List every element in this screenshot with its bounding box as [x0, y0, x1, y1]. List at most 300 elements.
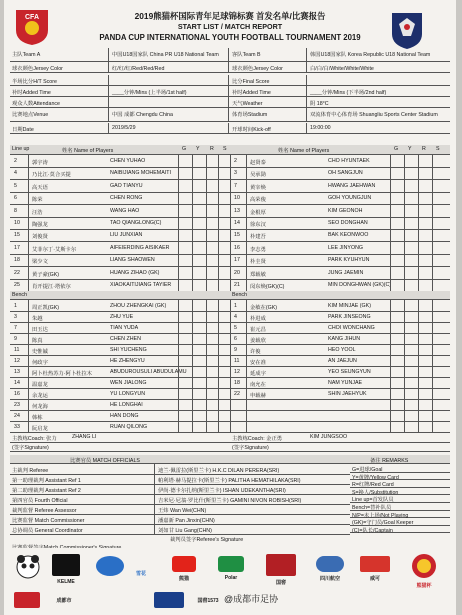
column-divider	[206, 377, 207, 388]
info-value-b: ____分钟/Mins (下半场/2nd half)	[310, 90, 387, 96]
official-role: 总协调员 General Coordinator	[12, 528, 83, 534]
lineup-name-col-a: 姓名 Name of Players	[62, 148, 114, 154]
official-name: 潘嘉新 Pan Jinxin(CHN)	[158, 518, 215, 524]
column-divider	[390, 333, 391, 344]
column-divider	[230, 410, 231, 421]
info-label-b: 球衣颜色Jersey Color	[232, 66, 283, 72]
column-divider	[306, 62, 307, 72]
title-cn: 2019熊猫杯国际青年足球锦标赛 首发名单/比赛报告	[134, 11, 326, 21]
column-divider	[390, 192, 391, 204]
remark-item: R=红牌/Red Card	[352, 482, 394, 489]
sponsor-2: 雪花	[135, 571, 146, 577]
column-divider	[230, 180, 231, 192]
coach-b-name: KIM JUNGSOO	[310, 434, 348, 440]
info-label-b: 天气Weather	[232, 101, 263, 107]
column-divider	[390, 311, 391, 322]
column-divider	[192, 322, 193, 333]
column-divider	[154, 514, 155, 524]
column-divider	[218, 242, 219, 254]
column-divider	[178, 355, 179, 366]
column-divider	[206, 155, 207, 167]
column-divider	[230, 300, 231, 311]
column-divider	[432, 333, 433, 344]
sponsor-3: 熊猫	[178, 576, 189, 582]
column-divider	[192, 192, 193, 204]
column-divider	[246, 192, 247, 204]
kelme-logo-icon	[52, 554, 80, 576]
bench-name-cn-b: 申载赫	[250, 393, 266, 399]
bench-number-b: 18	[234, 380, 240, 386]
column-divider	[206, 366, 207, 377]
bench-label-b: Bench	[232, 292, 248, 298]
column-divider	[418, 167, 419, 179]
bench-row	[10, 421, 450, 433]
player-name-en-a: CHEN RONG	[110, 195, 143, 202]
column-divider	[404, 267, 405, 279]
col-g-a: G	[182, 146, 187, 152]
player-name-cn-a: 刘俊贤	[32, 234, 48, 241]
column-divider	[218, 355, 219, 366]
column-divider	[418, 355, 419, 366]
bench-number-b: 1	[234, 303, 237, 309]
player-number-b: 15	[234, 232, 240, 239]
column-divider	[246, 311, 247, 322]
column-divider	[432, 254, 433, 266]
sponsor-7: 威可	[369, 576, 380, 582]
player-number-a: 6	[14, 195, 17, 202]
player-name-cn-a: 梁少文	[32, 259, 48, 266]
column-divider	[178, 388, 179, 399]
sponsor-8: 熊猫杯	[416, 583, 432, 589]
bench-name-en-b: PARK JINSEONG	[328, 314, 371, 320]
player-name-en-b: MIN DONGHWAN (GK)(C)	[328, 282, 392, 288]
column-divider	[154, 494, 155, 504]
player-name-en-a: NAIBIJIANG MOHEMAITI	[110, 170, 171, 177]
info-label-b: 补时Added Time	[232, 90, 271, 96]
column-divider	[404, 344, 405, 355]
column-divider	[418, 267, 419, 279]
remark-item: Bench=替补队员	[352, 505, 392, 511]
column-divider	[28, 205, 29, 217]
column-divider	[218, 311, 219, 322]
player-name-cn-b: 吴承勋	[250, 172, 266, 179]
column-divider	[192, 421, 193, 432]
column-divider	[206, 229, 207, 241]
column-divider	[404, 366, 405, 377]
official-name: 帕利塔·赫马提拉卡(斯里兰卡) PALITHA HEMATHILAKA(SRI)	[158, 478, 301, 484]
column-divider	[418, 377, 419, 388]
column-divider	[178, 300, 179, 311]
coach-a-signature: (签字Signature)	[12, 445, 49, 451]
player-number-b: 3	[234, 170, 237, 177]
column-divider	[418, 311, 419, 322]
column-divider	[108, 123, 109, 133]
officials-title: 比赛官员 MATCH OFFICIALS	[70, 458, 140, 464]
column-divider	[432, 155, 433, 167]
column-divider	[218, 322, 219, 333]
bench-name-en-b: HEO YOOL	[328, 347, 356, 353]
column-divider	[206, 205, 207, 217]
column-divider	[218, 229, 219, 241]
info-label-b: 开球时间Kick-off	[232, 127, 271, 133]
column-divider	[418, 242, 419, 254]
column-divider	[108, 75, 109, 85]
player-number-a: 17	[14, 244, 20, 251]
player-name-cn-b: 徐东汉	[250, 222, 266, 228]
remark-item: Y=黄牌/Yellow Card	[352, 474, 399, 481]
column-divider	[206, 192, 207, 204]
info-label-a: 观众人数Attendance	[12, 101, 60, 107]
player-name-en-a: XIAOKAITIJIANG TAYIER	[110, 282, 172, 288]
column-divider	[390, 267, 391, 279]
player-number-b: 20	[234, 269, 240, 276]
lineup-header	[10, 145, 450, 155]
column-divider	[404, 355, 405, 366]
bench-name-cn-b: 延成宇	[250, 371, 266, 377]
column-divider	[28, 311, 29, 322]
column-divider	[432, 167, 433, 179]
column-divider	[218, 155, 219, 167]
column-divider	[390, 366, 391, 377]
remark-item: (C)=队长/Captain	[352, 527, 393, 534]
column-divider	[218, 254, 219, 266]
column-divider	[432, 388, 433, 399]
column-divider	[306, 75, 307, 85]
column-divider	[28, 180, 29, 192]
guojiao-1573-logo-icon	[154, 592, 184, 608]
bench-label-a: Bench	[12, 292, 28, 298]
column-divider	[404, 155, 405, 167]
remark-item: G=进球/Goal	[352, 467, 383, 473]
column-divider	[246, 254, 247, 266]
column-divider	[246, 333, 247, 344]
player-name-en-a: LIU JUNXIAN	[110, 232, 143, 239]
column-divider	[246, 388, 247, 399]
player-name-cn-a: 高天语	[32, 184, 48, 191]
column-divider	[246, 279, 247, 291]
player-name-cn-a: 汪浩	[32, 209, 43, 216]
column-divider	[246, 421, 247, 432]
column-divider	[404, 242, 405, 254]
player-name-cn-b: 金根厚	[250, 209, 266, 216]
bench-number-a: 16	[14, 391, 20, 397]
column-divider	[418, 229, 419, 241]
bench-name-en-b: CHOI WONCHANG	[328, 325, 375, 331]
bench-name-en-b: KIM MINJAE (GK)	[328, 303, 371, 309]
column-divider	[154, 464, 155, 474]
player-number-a: 22	[14, 269, 20, 276]
column-divider	[418, 279, 419, 291]
column-divider	[206, 242, 207, 254]
column-divider	[432, 300, 433, 311]
column-divider	[206, 267, 207, 279]
column-divider	[192, 377, 193, 388]
bench-name-cn-b: 姜载欣	[250, 338, 266, 344]
lineup-row	[10, 192, 450, 205]
col-s-b: S	[436, 146, 440, 152]
player-number-b: 14	[234, 220, 240, 226]
column-divider	[178, 399, 179, 410]
column-divider	[432, 180, 433, 192]
column-divider	[390, 217, 391, 229]
column-divider	[192, 333, 193, 344]
bench-number-a: 11	[14, 347, 20, 353]
bench-name-en-a: CHEN ZHEN	[110, 336, 141, 342]
column-divider	[246, 242, 247, 254]
col-y-b: Y	[408, 146, 412, 152]
official-name: 吉米尼·尼翁·罗比什(斯里兰卡) GAMINI NIVON ROBISH(SRI)	[158, 498, 302, 504]
column-divider	[154, 504, 155, 514]
column-divider	[418, 322, 419, 333]
player-name-cn-b: 朴圭贤	[250, 259, 266, 266]
player-name-en-a: WANG HAO	[110, 207, 140, 214]
bench-number-a: 7	[14, 325, 17, 331]
column-divider	[28, 355, 29, 366]
official-role: 比赛监督 Match Commissioner	[12, 518, 85, 524]
column-divider	[404, 300, 405, 311]
column-divider	[404, 311, 405, 322]
player-name-cn-a: 陶强龙	[32, 222, 48, 228]
info-label-a: 主队Team A	[12, 52, 41, 58]
player-name-cn-b: 高荣俊	[250, 197, 266, 204]
info-value-a: 中国 成都 Chengdu China	[112, 112, 173, 118]
column-divider	[108, 86, 109, 96]
info-label-a: 半场比分H/T Score	[12, 79, 57, 85]
column-divider	[178, 322, 179, 333]
column-divider	[206, 279, 207, 291]
column-divider	[192, 217, 193, 229]
coach-b-signature: (签字Signature)	[232, 445, 269, 451]
column-divider	[218, 344, 219, 355]
column-divider	[306, 86, 307, 96]
column-divider	[192, 344, 193, 355]
column-divider	[418, 421, 419, 432]
column-divider	[108, 108, 109, 121]
column-divider	[228, 75, 229, 85]
bench-number-a: 33	[14, 424, 20, 430]
player-name-en-b: LEE JINYONG	[328, 244, 364, 251]
column-divider	[28, 229, 29, 241]
column-divider	[432, 410, 433, 421]
column-divider	[404, 333, 405, 344]
column-divider	[390, 344, 391, 355]
player-name-en-b: BAK KEONWOO	[328, 232, 369, 239]
info-row	[10, 62, 450, 73]
column-divider	[246, 180, 247, 192]
column-divider	[432, 399, 433, 410]
column-divider	[178, 421, 179, 432]
bench-number-b: 12	[234, 369, 240, 375]
official-name: 王炜 Wan Wei(CHN)	[158, 508, 207, 514]
bench-name-cn-a: 阿卜杜热苏力·阿卜杜拉木	[32, 371, 93, 377]
column-divider	[28, 344, 29, 355]
bench-name-cn-a: 温嘉龙	[32, 382, 48, 388]
col-r-b: R	[422, 146, 426, 152]
lineup-row	[10, 217, 450, 230]
column-divider	[418, 205, 419, 217]
column-divider	[418, 410, 419, 421]
column-divider	[192, 267, 193, 279]
column-divider	[178, 167, 179, 179]
column-divider	[432, 242, 433, 254]
column-divider	[206, 180, 207, 192]
column-divider	[390, 229, 391, 241]
info-label-b: 比分Final Score	[232, 79, 270, 85]
bench-number-b: 5	[234, 325, 237, 331]
column-divider	[218, 217, 219, 229]
column-divider	[432, 421, 433, 432]
column-divider	[178, 205, 179, 217]
column-divider	[390, 155, 391, 167]
info-value-b: 19:00:00	[310, 125, 331, 131]
column-divider	[432, 192, 433, 204]
officials-header	[10, 455, 450, 464]
info-value-b: 韩国U18国家队 Korea Republic U18 National Team	[310, 52, 431, 58]
bench-name-cn-a: 余龙运	[32, 393, 48, 399]
column-divider	[178, 242, 179, 254]
player-number-a: 4	[14, 170, 17, 177]
column-divider	[218, 366, 219, 377]
info-label-b: 客队Team B	[232, 52, 261, 58]
panda-cup-logo-icon	[402, 552, 446, 582]
column-divider	[432, 205, 433, 217]
column-divider	[28, 388, 29, 399]
info-label-b: 体育场Stadium	[232, 112, 268, 118]
column-divider	[246, 167, 247, 179]
column-divider	[418, 300, 419, 311]
column-divider	[230, 322, 231, 333]
column-divider	[192, 205, 193, 217]
column-divider	[178, 180, 179, 192]
player-name-cn-b: 朴建吾	[250, 234, 266, 241]
column-divider	[28, 254, 29, 266]
col-s-a: S	[223, 146, 227, 152]
referee-signature-label: 裁判员签字Referee's Signature	[170, 537, 244, 543]
cfa-logo-text: CFA	[25, 14, 39, 21]
column-divider	[390, 399, 391, 410]
player-number-b: 10	[234, 195, 240, 202]
column-divider	[404, 167, 405, 179]
player-number-a: 10	[14, 220, 20, 226]
column-divider	[178, 279, 179, 291]
bench-number-a: 12	[14, 358, 20, 364]
snow-beer-logo-icon	[96, 556, 124, 576]
lineup-row	[10, 167, 450, 180]
bench-name-cn-a: 何龙海	[32, 404, 48, 410]
bench-name-en-a: TIAN YUDA	[110, 325, 139, 331]
info-label-a: 比赛地点Venue	[12, 112, 49, 118]
column-divider	[230, 155, 231, 167]
column-divider	[28, 300, 29, 311]
bench-number-b: 11	[234, 358, 240, 364]
column-divider	[206, 322, 207, 333]
column-divider	[404, 254, 405, 266]
player-number-b: 21	[234, 282, 240, 288]
player-name-en-a: CHEN YUHAO	[110, 158, 146, 164]
column-divider	[206, 388, 207, 399]
player-name-en-a: AIFEIERDING AISIKAER	[110, 244, 170, 251]
column-divider	[230, 267, 231, 279]
column-divider	[404, 322, 405, 333]
column-divider	[192, 279, 193, 291]
bench-name-cn-a: 朱越	[32, 316, 43, 322]
column-divider	[230, 399, 231, 410]
bench-name-cn-a: 田玉达	[32, 327, 48, 333]
bench-name-cn-a: 韩栋	[32, 415, 43, 421]
player-name-en-b: GOH YOUNGJUN	[328, 195, 372, 202]
lineup-label: Line up	[12, 146, 30, 152]
column-divider	[246, 366, 247, 377]
info-value-a: 2019/5/29	[112, 125, 136, 131]
column-divider	[218, 377, 219, 388]
column-divider	[230, 254, 231, 266]
column-divider	[404, 279, 405, 291]
column-divider	[230, 229, 231, 241]
player-number-b: 2	[234, 158, 237, 164]
player-name-cn-a: 郭宇涛	[32, 160, 48, 166]
bench-number-a: 9	[14, 336, 17, 342]
column-divider	[230, 388, 231, 399]
column-divider	[192, 180, 193, 192]
column-divider	[432, 377, 433, 388]
official-role: 第一助理裁判 Assistant Ref 1	[12, 478, 81, 484]
column-divider	[178, 333, 179, 344]
column-divider	[246, 410, 247, 421]
lineup-row	[10, 229, 450, 242]
column-divider	[404, 421, 405, 432]
column-divider	[218, 300, 219, 311]
player-name-en-b: JUNG JAEMIN	[328, 269, 364, 276]
player-number-a: 8	[14, 207, 17, 214]
bench-number-a: 1	[14, 303, 17, 309]
column-divider	[306, 108, 307, 121]
column-divider	[154, 484, 155, 494]
column-divider	[306, 123, 307, 133]
column-divider	[418, 180, 419, 192]
column-divider	[218, 180, 219, 192]
lineup-row	[10, 155, 450, 168]
player-name-cn-a: 乃比江·莫合买提	[32, 172, 71, 179]
player-number-b: 13	[234, 207, 240, 214]
column-divider	[230, 344, 231, 355]
official-role: 裁判监督 Referee Assessor	[12, 508, 77, 514]
weike-logo-icon	[360, 556, 390, 572]
official-role: 主裁判 Referee	[12, 468, 49, 474]
bench-number-a: 24	[14, 413, 20, 419]
column-divider	[390, 377, 391, 388]
info-row	[10, 97, 450, 108]
player-name-cn-b: 黄宰焕	[250, 184, 266, 191]
info-label-a: 补时Added Time	[12, 90, 51, 96]
column-divider	[418, 388, 419, 399]
guojiao-logo-icon	[266, 554, 296, 576]
player-name-cn-b: 赵贤泰	[250, 160, 266, 166]
lineup-row	[10, 267, 450, 280]
column-divider	[230, 333, 231, 344]
info-row	[10, 48, 450, 62]
column-divider	[306, 97, 307, 107]
info-value-b: 白/白/白/White/White/White	[310, 66, 374, 72]
column-divider	[418, 192, 419, 204]
column-divider	[206, 333, 207, 344]
column-divider	[230, 192, 231, 204]
player-number-a: 2	[14, 158, 17, 164]
remark-item: S=换人/Substitution	[352, 489, 399, 496]
bench-name-en-a: ZHOU ZHENGKAI (GK)	[110, 303, 167, 309]
bench-name-cn-a: 周正凯(GK)	[32, 305, 60, 311]
player-name-cn-a: 肖开提江·塔依尔	[32, 284, 71, 290]
column-divider	[418, 333, 419, 344]
